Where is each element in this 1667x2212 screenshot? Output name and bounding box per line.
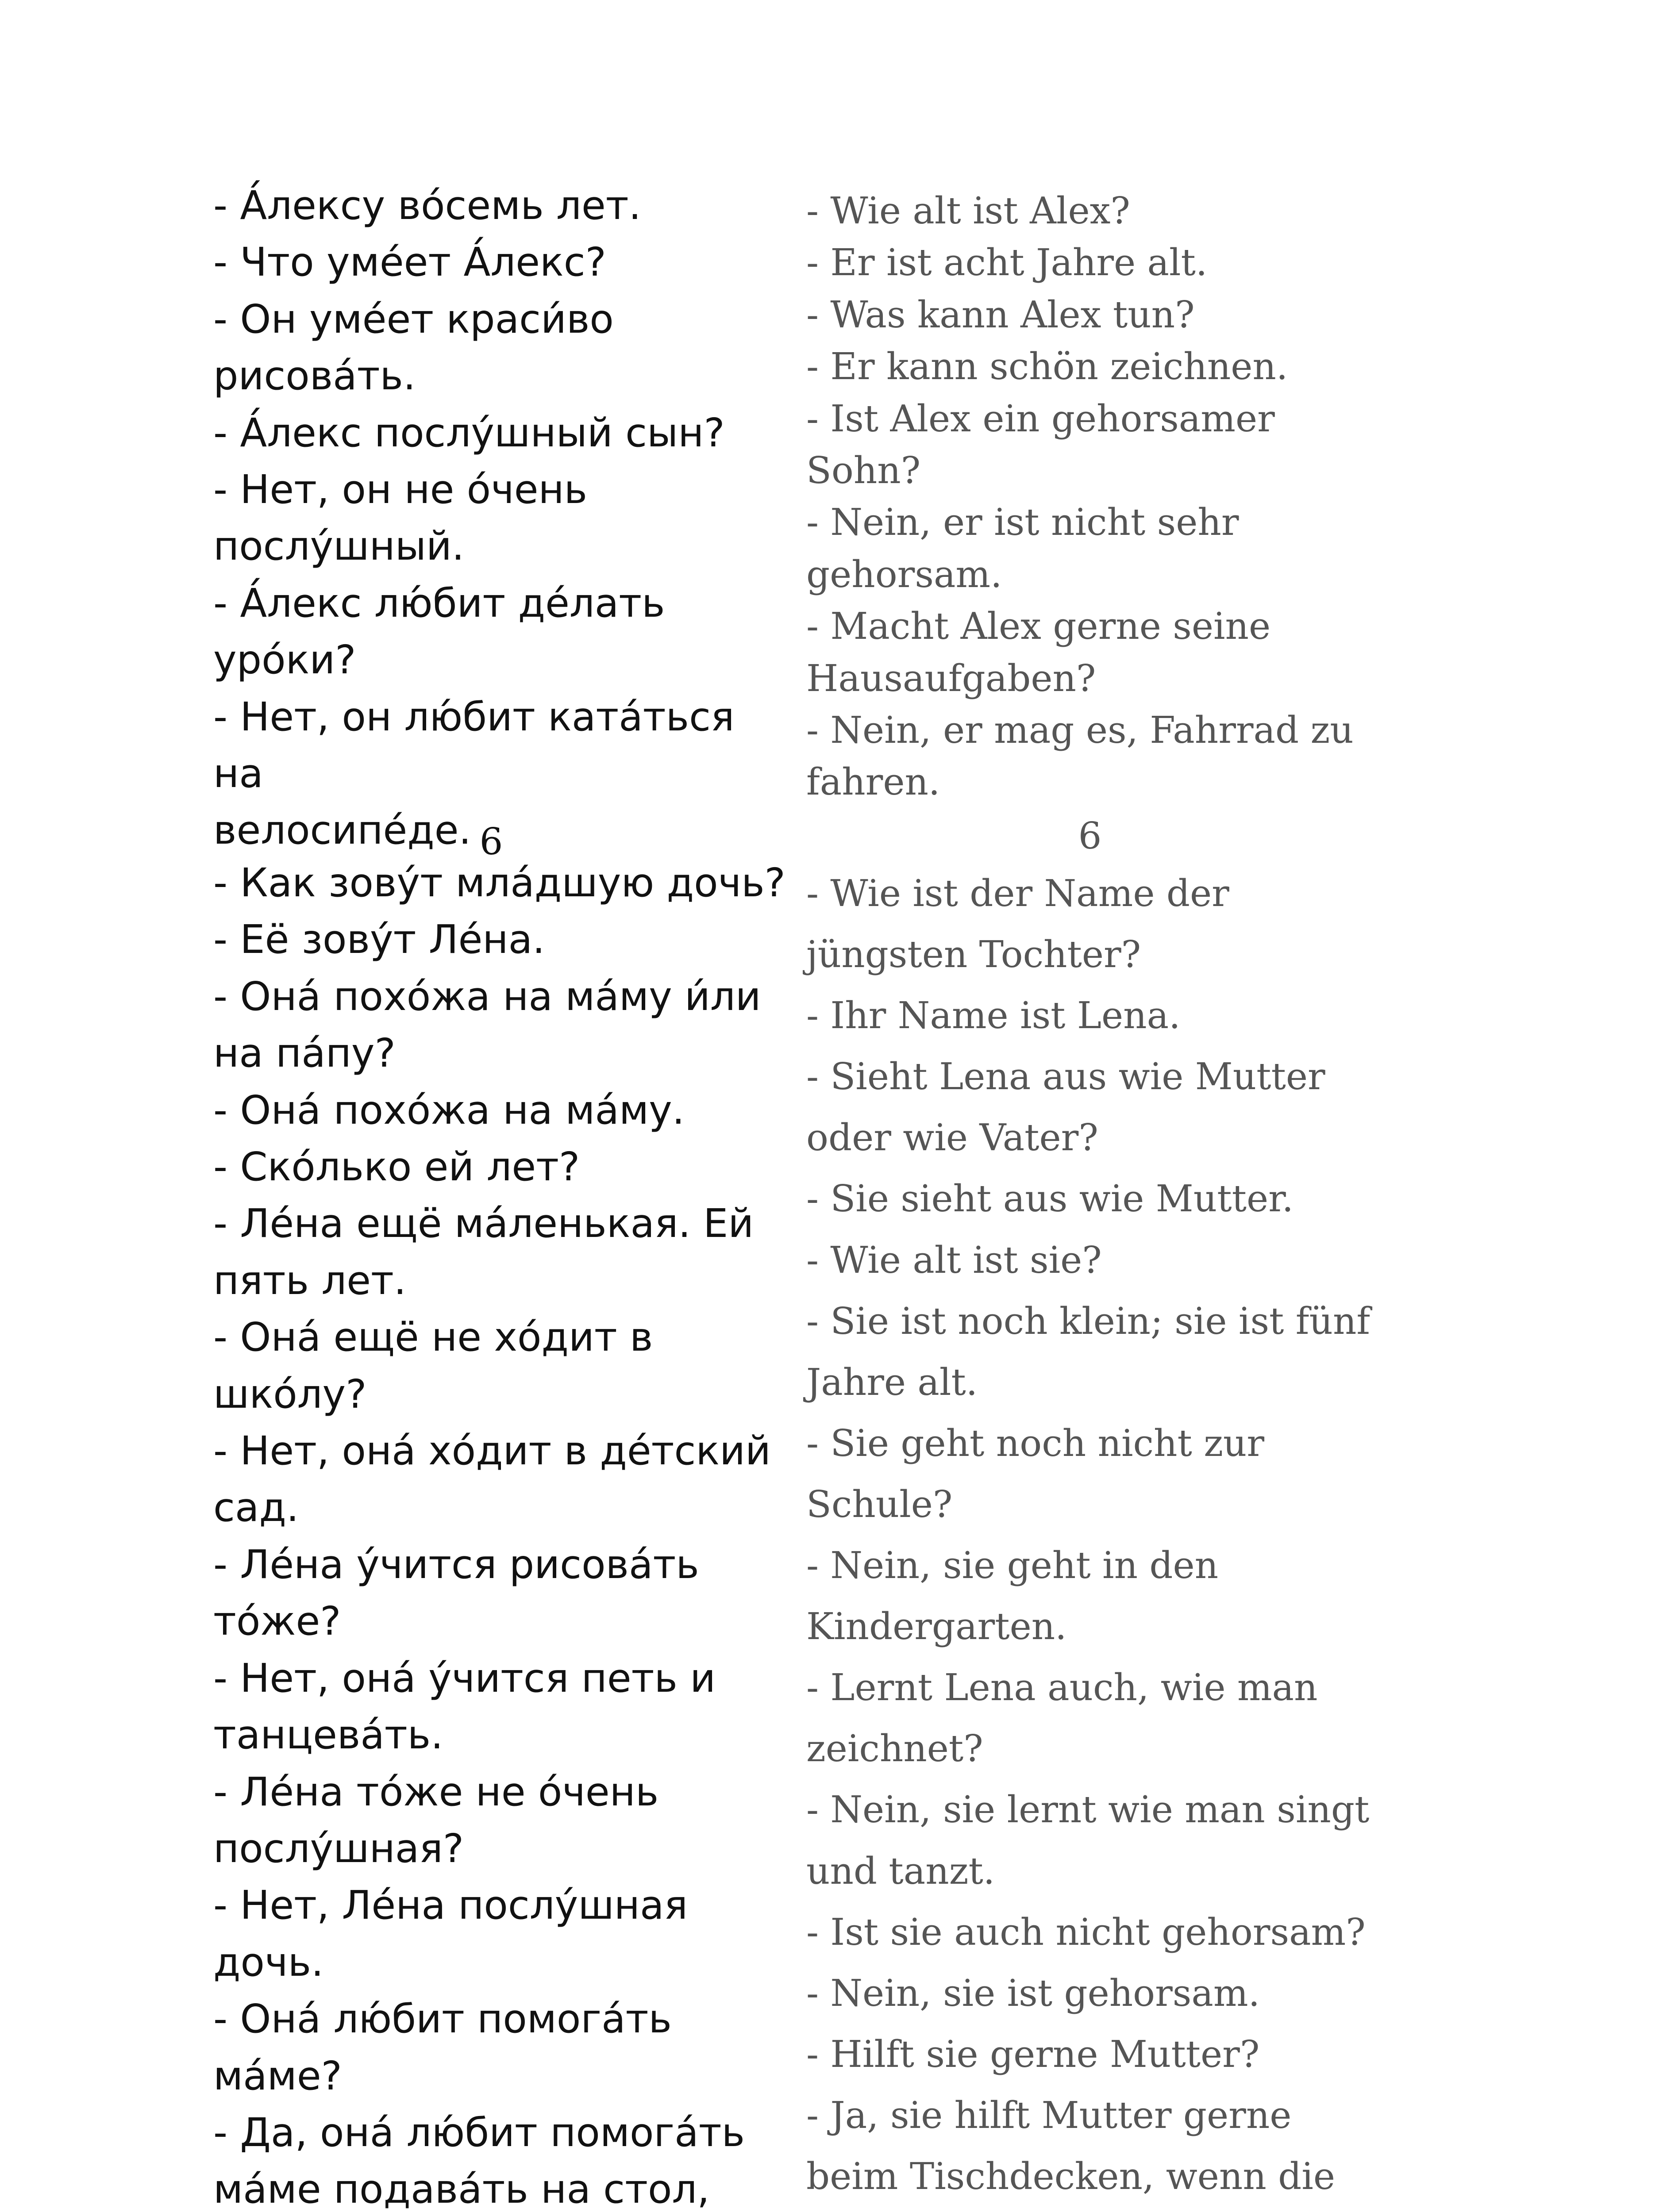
de-line: - Ja, sie hilft Mutter gerne beim Tischdecken, wenn die	[806, 2093, 1335, 2198]
de-line: - Nein, sie ist gehorsam.	[806, 1971, 1260, 2015]
ru-line: - Ле́на у́чится рисова́ть то́же?	[213, 1541, 699, 1644]
de-line: - Nein, sie geht in den Kindergarten.	[806, 1544, 1219, 1648]
de-line: - Lernt Lena auch, wie man zeichnet?	[806, 1666, 1318, 1770]
ru-line: - Ле́на то́же не о́чень послу́шная?	[213, 1768, 659, 1871]
ru-line: - Она́ похо́жа на ма́му и́ли на па́пу?	[213, 973, 761, 1076]
de-line: - Was kann Alex tun?	[806, 293, 1195, 336]
ru-line: - А́лекс лю́бит де́лать уро́ки?	[213, 580, 665, 683]
ru-line: - Нет, он лю́бит ката́ться на велосипе́де.	[213, 693, 735, 853]
de-line: - Nein, er mag es, Fahrrad zu fahren.	[806, 709, 1354, 804]
de-line: - Macht Alex gerne seine Hausaufgaben?	[806, 605, 1271, 700]
ru-line: - Она́ лю́бит помога́ть ма́ме?	[213, 1996, 672, 2099]
ru-line: - Ле́на ещё ма́ленькая. Ей пять лет.	[213, 1200, 754, 1303]
de-line: - Hilft sie gerne Mutter?	[806, 2032, 1260, 2076]
ru-line: - Она́ ещё не хо́дит в шко́лу?	[213, 1314, 653, 1417]
ru-line: - Нет, она́ хо́дит в де́тский сад.	[213, 1428, 771, 1531]
de-line: - Sie geht noch nicht zur Schule?	[806, 1421, 1265, 1526]
ru-line: - Да, она́ лю́бит помога́ть ма́ме подава́ть на стол,	[213, 2109, 745, 2212]
ru-line: - Нет, Ле́на послу́шная дочь.	[213, 1882, 688, 1985]
de-line: - Wie alt ist Alex?	[806, 189, 1130, 232]
ru-line: - Её зову́т Ле́на.	[213, 916, 545, 963]
ru-line: - Как зову́т мла́дшую дочь?	[213, 860, 785, 906]
ru-line: - Нет, он не о́чень послу́шный.	[213, 466, 588, 569]
de-line: - Ist sie auch nicht gehorsam?	[806, 1910, 1366, 1954]
german-section-number: 6	[1078, 814, 1102, 857]
de-line: - Er ist acht Jahre alt.	[806, 241, 1208, 284]
ru-line: - Ско́лько ей лет?	[213, 1144, 580, 1190]
german-translation-part-2	[806, 863, 1426, 2212]
de-line: - Nein, sie lernt wie man singt und tanzt.	[806, 1788, 1370, 1893]
russian-dialogue-part-1	[213, 177, 793, 859]
ru-line: - А́лекс послу́шный сын?	[213, 409, 725, 456]
de-line: - Sie ist noch klein; sie ist fünf Jahre alt.	[806, 1299, 1371, 1404]
ru-line: - Нет, она́ у́чится петь и танцева́ть.	[213, 1655, 716, 1758]
de-line: - Sie sieht aus wie Mutter.	[806, 1177, 1294, 1221]
de-line: - Ihr Name ist Lena.	[806, 994, 1181, 1037]
de-line: - Wie ist der Name der jüngsten Tochter?	[806, 872, 1229, 976]
ru-line: - Она́ похо́жа на ма́му.	[213, 1087, 685, 1133]
ru-line: - А́лексу во́семь лет.	[213, 182, 641, 228]
de-line: - Sieht Lena aus wie Mutter oder wie Vater?	[806, 1055, 1325, 1160]
de-line: - Wie alt ist sie?	[806, 1238, 1102, 1282]
russian-section-number: 6	[479, 820, 503, 863]
german-translation-part-1	[806, 185, 1426, 808]
ru-line: - Что уме́ет А́лекс?	[213, 239, 606, 285]
de-line: - Ist Alex ein gehorsamer Sohn?	[806, 397, 1275, 492]
de-line: - Nein, er ist nicht sehr gehorsam.	[806, 501, 1239, 596]
de-line: - Er kann schön zeichnen.	[806, 345, 1288, 388]
russian-dialogue-part-2	[213, 854, 793, 2212]
ru-line: - Он уме́ет краси́во рисова́ть.	[213, 296, 614, 399]
